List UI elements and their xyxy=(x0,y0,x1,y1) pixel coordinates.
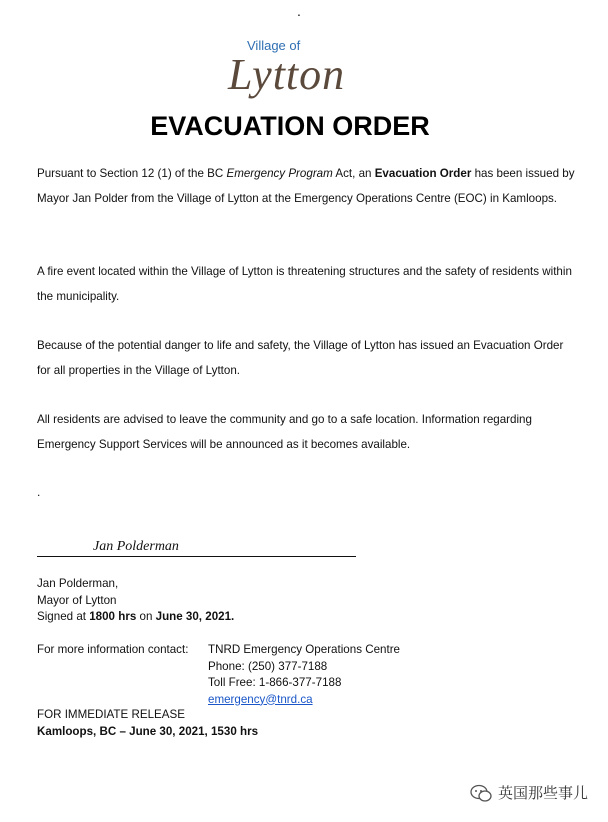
release-line: FOR IMMEDIATE RELEASE xyxy=(37,708,185,721)
page-title: EVACUATION ORDER xyxy=(150,111,430,141)
chat-bubble-icon xyxy=(470,784,492,804)
paragraph-fire-event: A fire event located within the Village of Lytton is threatening structures and the safety of residents within the municipality. xyxy=(37,265,572,303)
contact-org: TNRD Emergency Operations Centre xyxy=(208,643,401,656)
stray-dot: . xyxy=(37,485,41,499)
village-logo xyxy=(220,38,360,108)
p1-text-a: Pursuant to Section 12 (1) of the BC xyxy=(37,167,227,180)
p1-text-c: Act, an xyxy=(332,167,375,180)
contact-tollfree: Toll Free: 1-866-377-7188 xyxy=(208,676,342,689)
release-block xyxy=(37,707,258,740)
signed-hours: 1800 hrs xyxy=(89,610,137,623)
logo-small-text: Village of xyxy=(247,38,301,53)
signatory-block xyxy=(37,576,234,626)
watermark xyxy=(470,784,588,804)
top-dot: . xyxy=(297,3,301,19)
signatory-role: Mayor of Lytton xyxy=(37,593,117,607)
contact-label: For more information contact: xyxy=(37,643,189,656)
contact-block xyxy=(37,642,597,708)
contact-phone: Phone: (250) 377-7188 xyxy=(208,659,328,673)
paragraph-advice: All residents are advised to leave the community and go to a safe location. Information regarding Emergency Support Services will be announced as it becomes available. xyxy=(37,413,532,451)
watermark-text: 英国那些事儿 xyxy=(498,785,589,802)
signed-mid: on xyxy=(136,610,156,623)
signed-time xyxy=(37,609,234,626)
signed-pre: Signed at xyxy=(37,610,90,623)
p1-text-e: has been issued by Mayor Jan Polder from the Village of Lytton at the Emergency Operations Centre (EOC) in Kamloops. xyxy=(37,167,575,205)
logo-big-text: Lytton xyxy=(228,50,346,99)
p1-act-name: Emergency Program xyxy=(226,167,333,180)
paragraph-danger: Because of the potential danger to life and safety, the Village of Lytton has issued an Evacuation Order for all properties in the Village of Lytton. xyxy=(37,339,564,377)
release-dateline: Kamloops, BC – June 30, 2021, 1530 hrs xyxy=(37,724,259,738)
signature-line xyxy=(37,556,356,557)
paragraph-authority xyxy=(37,162,577,211)
contact-email-link[interactable]: emergency@tnrd.ca xyxy=(208,692,313,706)
signed-date: June 30, 2021. xyxy=(155,610,235,623)
signatory-name: Jan Polderman, xyxy=(37,577,119,590)
handwritten-signature: Jan Polderman xyxy=(93,539,179,554)
p1-order-term: Evacuation Order xyxy=(374,167,472,180)
